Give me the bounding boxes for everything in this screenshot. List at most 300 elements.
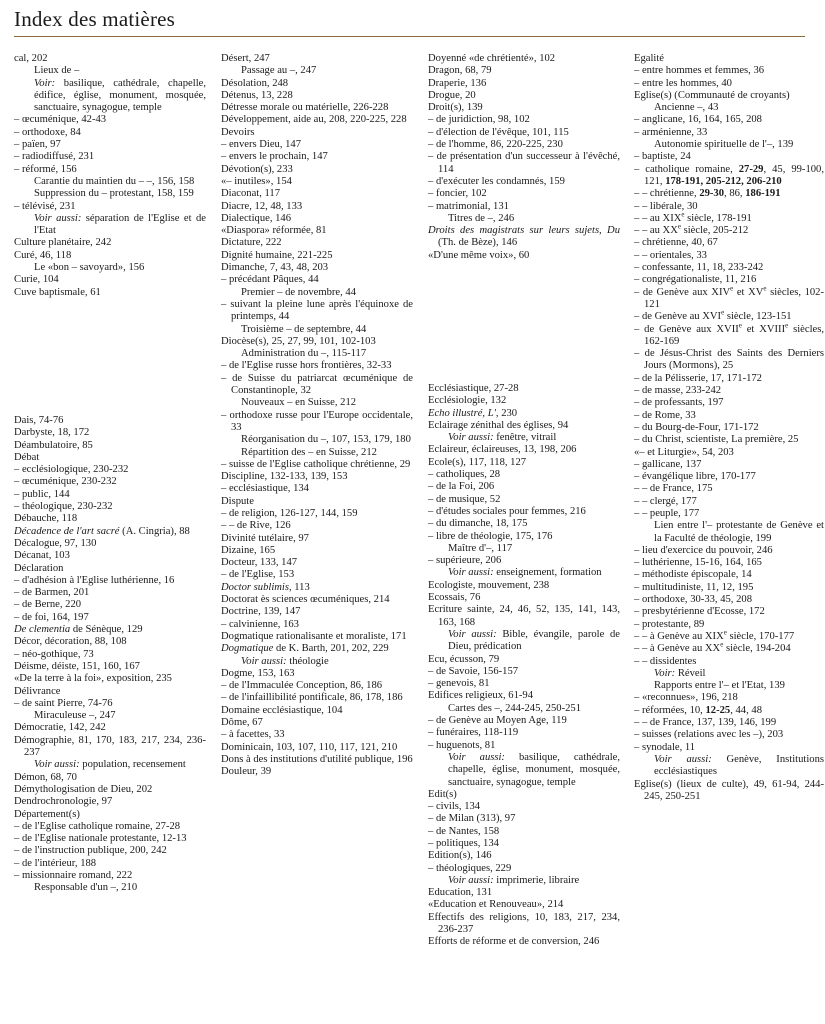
index-entry [428,727,620,739]
index-entry [221,336,413,348]
index-entry [14,550,206,562]
entry-text: e [738,321,742,329]
entry-text: – de juridiction, 98, 102 [428,114,530,126]
entry-text: 178-191, 205-212, 206-210 [665,175,782,187]
index-entry [634,656,824,668]
index-entry [14,151,206,163]
entry-text: – œcuménique, 230-232 [14,476,117,488]
entry-text: Voir aussi: [654,753,712,765]
index-entry [428,127,620,139]
index-entry [428,395,620,407]
index-entry [428,90,620,102]
entry-text: Dogme, 153, 163 [221,667,295,679]
index-entry [634,188,824,200]
entry-text: Culture planétaire, 242 [14,237,112,249]
entry-text: Voir aussi: [241,655,287,667]
entry-text: Dialectique, 146 [221,212,292,224]
index-entry [14,722,206,734]
index-entry [634,78,824,90]
entry-text: – orthodoxe, 84 [14,126,81,138]
entry-text: – anglicane, 16, 164, 165, 208 [634,114,762,126]
index-entry [221,594,413,606]
entry-text: siècle, 178-191 [684,212,752,224]
index-entry [14,489,206,501]
index-entry [634,717,824,729]
entry-text: fenêtre, vitrail [493,432,557,444]
entry-text: Docteur, 133, 147 [221,557,298,569]
index-entry [14,415,206,427]
entry-text: basilique, cathédrale, chapelle, église, monument, mosquée, sanctuaire, synagogue, temple [448,751,621,788]
index-entry [428,383,620,395]
index-entry [634,397,824,409]
entry-text: Ancienne –, 43 [654,102,719,114]
index-entry [428,666,620,678]
entry-text: 27-29 [738,163,764,175]
index-entry [634,321,824,349]
entry-text: «– inutiles», 154 [221,175,292,187]
entry-text: Répartition des – en Suisse, 212 [241,446,377,458]
entry-text: – arménienne, 33 [634,126,708,138]
index-entry [634,742,824,754]
index-entry [634,582,824,594]
index-entry [221,53,413,65]
entry-text: Ecriture sainte, 24, 46, 52, 135, 141, 143, 163, 168 [428,604,620,628]
entry-text: – de musique, 52 [428,493,501,505]
entry-text: basilique, cathédrale, chapelle, édifice, église, monument, mosquée, sanctuaire, synagogue, temple [34,77,206,114]
index-block [14,415,206,895]
index-entry [634,410,824,422]
index-entry [634,53,824,65]
index-entry [428,225,620,250]
index-entry [221,299,413,324]
entry-text: Premier – de novembre, 44 [241,286,357,298]
index-entry [428,850,620,862]
entry-text: – – chrétienne, [634,188,700,200]
index-entry [14,649,206,661]
index-entry [634,65,824,77]
index-entry [634,210,824,225]
entry-text: – de l'Eglise russe hors frontières, 32-33 [221,360,392,372]
index-entry [221,360,413,372]
entry-text: – du dimanche, 18, 175 [428,518,528,530]
entry-text: Eglise(s) (Communauté de croyants) [634,89,790,101]
index-entry [14,513,206,525]
index-entry [14,809,206,821]
index-entry [428,151,620,176]
index-entry [14,213,206,238]
entry-text: siècle, 123-151 [724,311,792,323]
index-entry [14,735,206,760]
page-title: Index des matières [14,7,176,31]
entry-text: Administration du –, 115-117 [241,348,367,360]
index-entry [221,520,413,532]
index-entry [221,643,413,655]
index-entry [428,936,620,948]
index-entry [428,690,620,702]
index-entry [14,686,206,698]
entry-text: Doctor sublimis [221,581,289,593]
entry-text: Doctrine, 139, 147 [221,606,301,618]
index-entry [14,882,206,894]
entry-text: Voir aussi: [448,628,497,640]
entry-text: – – à Genève au XIX [634,630,724,642]
entry-text: – huguenots, 81 [428,739,496,751]
entry-text: Douleur, 39 [221,766,272,778]
entry-text: – précédant Pâques, 44 [221,274,319,286]
index-entry [14,599,206,611]
index-entry [14,624,206,636]
index-entry [221,237,413,249]
entry-text: e [681,210,685,219]
entry-text: – d'exécuter les condamnés, 159 [428,175,565,187]
index-entry [14,563,206,575]
entry-text: – de l'intérieur, 188 [14,857,97,869]
entry-text: – entre hommes et femmes, 36 [634,65,765,77]
entry-text: – télévisé, 231 [14,200,76,212]
entry-text: – multitudiniste, 11, 12, 195 [634,581,754,593]
entry-text: Doctorat ès sciences œcuméniques, 214 [221,594,390,606]
entry-text: Ecclésiologie, 132 [428,395,507,407]
index-entry [428,678,620,690]
index-entry [221,348,413,360]
entry-text: – luthérienne, 15-16, 164, 165 [634,557,762,569]
index-entry [14,673,206,685]
entry-text: Dignité humaine, 221-225 [221,249,333,261]
entry-text: – de professants, 197 [634,397,724,409]
entry-text: – – au XX [634,225,678,237]
entry-text: Divinité tutélaire, 97 [221,532,309,544]
entry-text: – envers le prochain, 147 [221,151,328,163]
entry-text: – réformé, 156 [14,163,77,175]
entry-text: Voir aussi: [34,212,82,224]
index-entry [221,631,413,643]
index-entry [428,789,620,801]
entry-text: «D'une même voix», 60 [428,249,530,261]
entry-text: Dons à des institutions d'utilité publique, 196 [221,753,413,765]
index-block [634,53,824,803]
entry-text: – – orientales, 33 [634,249,707,261]
entry-text: – chrétienne, 40, 67 [634,237,718,249]
entry-text: imprimerie, libraire [493,874,580,886]
index-entry [428,444,620,456]
index-entry [428,838,620,850]
index-entry [428,139,620,151]
entry-text: Domaine ecclésiastique, 104 [221,704,343,716]
entry-text: – calvinienne, 163 [221,618,299,630]
entry-text: Ecossais, 76 [428,592,481,604]
entry-text: Le «bon – savoyard», 156 [34,262,145,274]
entry-text: – – peuple, 177 [634,507,700,519]
entry-text: – suisse de l'Eglise catholique chrétienne, 29 [221,458,411,470]
index-entry [428,715,620,727]
index-entry [14,201,206,213]
entry-text: Voir: [34,77,56,89]
index-entry [221,225,413,237]
entry-text: – d'études sociales pour femmes, 216 [428,505,586,517]
index-entry [428,580,620,592]
index-entry [221,201,413,213]
index-entry [221,496,413,508]
entry-text: Détresse morale ou matérielle, 226-228 [221,102,389,114]
index-entry [428,654,620,666]
entry-text: Ecu, écusson, 79 [428,653,500,665]
index-entry [221,176,413,188]
entry-text: Genève, Institutions ecclésiastiques [654,753,824,778]
entry-text: Réveil [675,667,706,679]
entry-text: Démographie, 81, 170, 183, 217, 234, 236-237 [14,734,206,759]
entry-text: Dragon, 68, 79 [428,65,492,77]
entry-text: Cuve baptismale, 61 [14,286,101,298]
index-entry [14,250,206,262]
index-entry [634,201,824,213]
entry-text: – – dissidentes [634,655,697,667]
index-entry [14,710,206,722]
entry-text: Développement, aide au, 208, 220-225, 228 [221,114,407,126]
index-entry [634,284,824,312]
index-entry [634,127,824,139]
index-entry [14,65,206,77]
index-entry [221,545,413,557]
entry-text: Ecole(s), 117, 118, 127 [428,456,527,468]
entry-text: , 45, 99-100, 121, [644,163,824,187]
entry-text: Lieux de – [34,65,80,77]
entry-text: Dictature, 222 [221,237,282,249]
entry-text: – de Barmen, 201 [14,587,90,599]
entry-text: Ecologiste, mouvement, 238 [428,579,550,591]
entry-text: – de l'Eglise, 153 [221,569,295,581]
index-entry [14,78,206,115]
index-entry [428,604,620,629]
index-entry [634,274,824,286]
index-entry [428,863,620,875]
index-entry [221,274,413,286]
index-entry [428,752,620,789]
entry-text: Dévotion(s), 233 [221,163,293,175]
index-block [221,53,413,779]
index-entry [14,636,206,648]
index-entry [14,612,206,624]
index-entry [221,164,413,176]
index-entry [14,845,206,857]
index-entry [221,213,413,225]
entry-text: Décor, décoration, 88, 108 [14,636,127,648]
index-entry [428,703,620,715]
entry-text: Dimanche, 7, 43, 48, 203 [221,262,329,274]
entry-text: – – à Genève au XX [634,643,721,655]
entry-text: – de l'Eglise catholique romaine, 27-28 [14,820,181,832]
entry-text: Démocratie, 142, 242 [14,722,106,734]
entry-text: – – libérale, 30 [634,200,698,212]
entry-text: «De la terre à la foi», exposition, 235 [14,673,172,685]
index-entry [634,483,824,495]
entry-text: – orthodoxe, 30-33, 45, 208 [634,594,752,606]
entry-text: Maître d'–, 117 [448,542,513,554]
entry-text: Egalité [634,53,665,64]
entry-text: Lien entre l'– protestante de Genève et la Faculté de théologie, 199 [654,520,824,544]
entry-text: Dendrochronologie, 97 [14,796,113,808]
entry-text: – théologiques, 229 [428,862,512,874]
entry-text: – suivant la pleine lune après l'équinoxe de printemps, 44 [221,298,413,323]
entry-text: – missionnaire romand, 222 [14,869,133,881]
entry-text: – de la Pélisserie, 17, 171-172 [634,372,762,384]
entry-text: Nouveaux – en Suisse, 212 [241,397,357,409]
entry-text: Suppression du – protestant, 158, 159 [34,188,194,200]
entry-text: Débauche, 118 [14,513,78,525]
entry-text: – genevois, 81 [428,678,490,690]
entry-text: Discipline, 132-133, 139, 153 [221,471,348,483]
entry-text: Efforts de réforme et de conversion, 246 [428,936,600,948]
entry-text: Miraculeuse –, 247 [34,710,116,722]
index-entry [221,557,413,569]
entry-text: e [720,640,724,649]
index-entry [428,875,620,887]
index-entry [428,102,620,114]
entry-text: siècle, 205-212 [680,225,749,237]
entry-text: – de Genève aux XVII [634,323,739,335]
entry-text: Dôme, 67 [221,717,263,729]
index-entry [428,531,620,543]
entry-text: Décadence de l'art sacré [14,525,120,537]
entry-text: Dogmatique [221,643,274,655]
entry-text: – œcuménique, 42-43 [14,114,107,126]
entry-text: – néo-gothique, 73 [14,648,94,660]
index-entry [428,543,620,555]
entry-text: Carantie du maintien du – –, 156, 158 [34,175,195,187]
index-entry [14,164,206,176]
index-entry [221,483,413,495]
index-entry [634,496,824,508]
entry-text: Voir aussi: [448,874,494,886]
index-entry [14,501,206,513]
index-entry [634,680,824,692]
index-entry [221,447,413,459]
entry-text: Diaconat, 117 [221,188,281,200]
entry-text: Titres de –, 246 [448,212,515,224]
entry-text: Edifices religieux, 61-94 [428,690,534,702]
index-entry [634,606,824,618]
entry-text: «– et Liturgie», 54, 203 [634,446,734,458]
index-entry [428,494,620,506]
entry-text: – de Berne, 220 [14,599,82,611]
index-entry [428,469,620,481]
entry-text: Autonomie spirituelle de l'–, 139 [654,139,794,151]
index-entry [14,114,206,126]
index-entry [428,567,620,579]
entry-text: – lieu d'exercice du pouvoir, 246 [634,544,773,556]
index-entry [221,410,413,435]
entry-text: – de l'Immaculée Conception, 86, 186 [221,680,383,692]
entry-text: – d'élection de l'évêque, 101, 115 [428,126,569,138]
entry-text: – de masse, 233-242 [634,385,722,397]
index-entry [14,661,206,673]
index-entry [634,459,824,471]
entry-text: – de foi, 164, 197 [14,611,89,623]
entry-text: – d'adhésion à l'Eglise luthérienne, 16 [14,574,175,586]
entry-text: Droit(s), 139 [428,102,483,114]
entry-text: – entre les hommes, 40 [634,77,732,89]
entry-text: – de Rome, 33 [634,409,696,421]
index-entry [634,447,824,459]
entry-text: Débat [14,451,40,463]
index-entry [14,237,206,249]
index-entry [428,555,620,567]
index-entry [221,127,413,139]
index-entry [634,557,824,569]
entry-text: – de Jésus-Christ des Saints des Derniers Jours (Mormons), 25 [634,348,824,372]
entry-text: – orthodoxe russe pour l'Europe occidentale, 33 [221,409,413,433]
index-entry [428,740,620,752]
entry-text: – catholique romaine, [634,163,739,175]
index-entry [221,692,413,704]
index-entry [221,151,413,163]
index-entry [428,481,620,493]
index-entry [634,114,824,126]
index-entry [14,796,206,808]
index-entry [428,53,620,65]
index-entry [634,139,824,151]
index-entry [634,222,824,237]
entry-text: – de l'instruction publique, 200, 242 [14,845,167,857]
index-entry [14,440,206,452]
index-entry [221,508,413,520]
entry-text: – de religion, 126-127, 144, 159 [221,507,358,519]
entry-text: – catholiques, 28 [428,469,501,481]
entry-text: cal, 202 [14,53,48,64]
entry-text: Edit(s) [428,788,457,800]
entry-text: – – au XIX [634,212,682,224]
entry-text: enseignement, formation [493,567,602,579]
index-entry [634,422,824,434]
entry-text: – foncier, 102 [428,188,487,200]
index-entry [634,373,824,385]
index-entry [221,656,413,668]
entry-text: Troisième – de septembre, 44 [241,323,367,335]
entry-text: Déclaration [14,562,64,574]
index-entry [221,373,413,398]
index-entry [221,114,413,126]
entry-text: «Diaspora» réformée, 81 [221,225,327,237]
index-entry [14,464,206,476]
index-entry [14,772,206,784]
entry-text: e [723,628,727,637]
index-entry [221,102,413,114]
entry-text: – de présentation d'un successeur à l'évêché, 114 [428,151,620,175]
index-entry [428,408,620,420]
entry-text: – – clergé, 177 [634,495,697,507]
entry-text: – païen, 97 [14,139,61,151]
entry-text: 186-191 [745,188,781,200]
index-entry [221,78,413,90]
entry-text: Dispute [221,495,254,507]
index-entry [221,680,413,692]
entry-text: Edition(s), 146 [428,850,492,862]
entry-text: , 44, 48 [730,704,762,716]
entry-text: Démythologisation de Dieu, 202 [14,783,153,795]
index-entry [428,592,620,604]
index-entry [634,594,824,606]
entry-text: , 113 [288,581,310,593]
entry-text: – radiodiffusé, 231 [14,151,95,163]
index-entry [14,188,206,200]
entry-text: théologie [286,655,329,667]
index-entry [14,287,206,299]
entry-text: Département(s) [14,808,80,820]
entry-text: – baptiste, 24 [634,151,691,163]
index-entry [14,858,206,870]
index-entry [634,545,824,557]
entry-text: Délivrance [14,685,61,697]
index-entry [221,287,413,299]
